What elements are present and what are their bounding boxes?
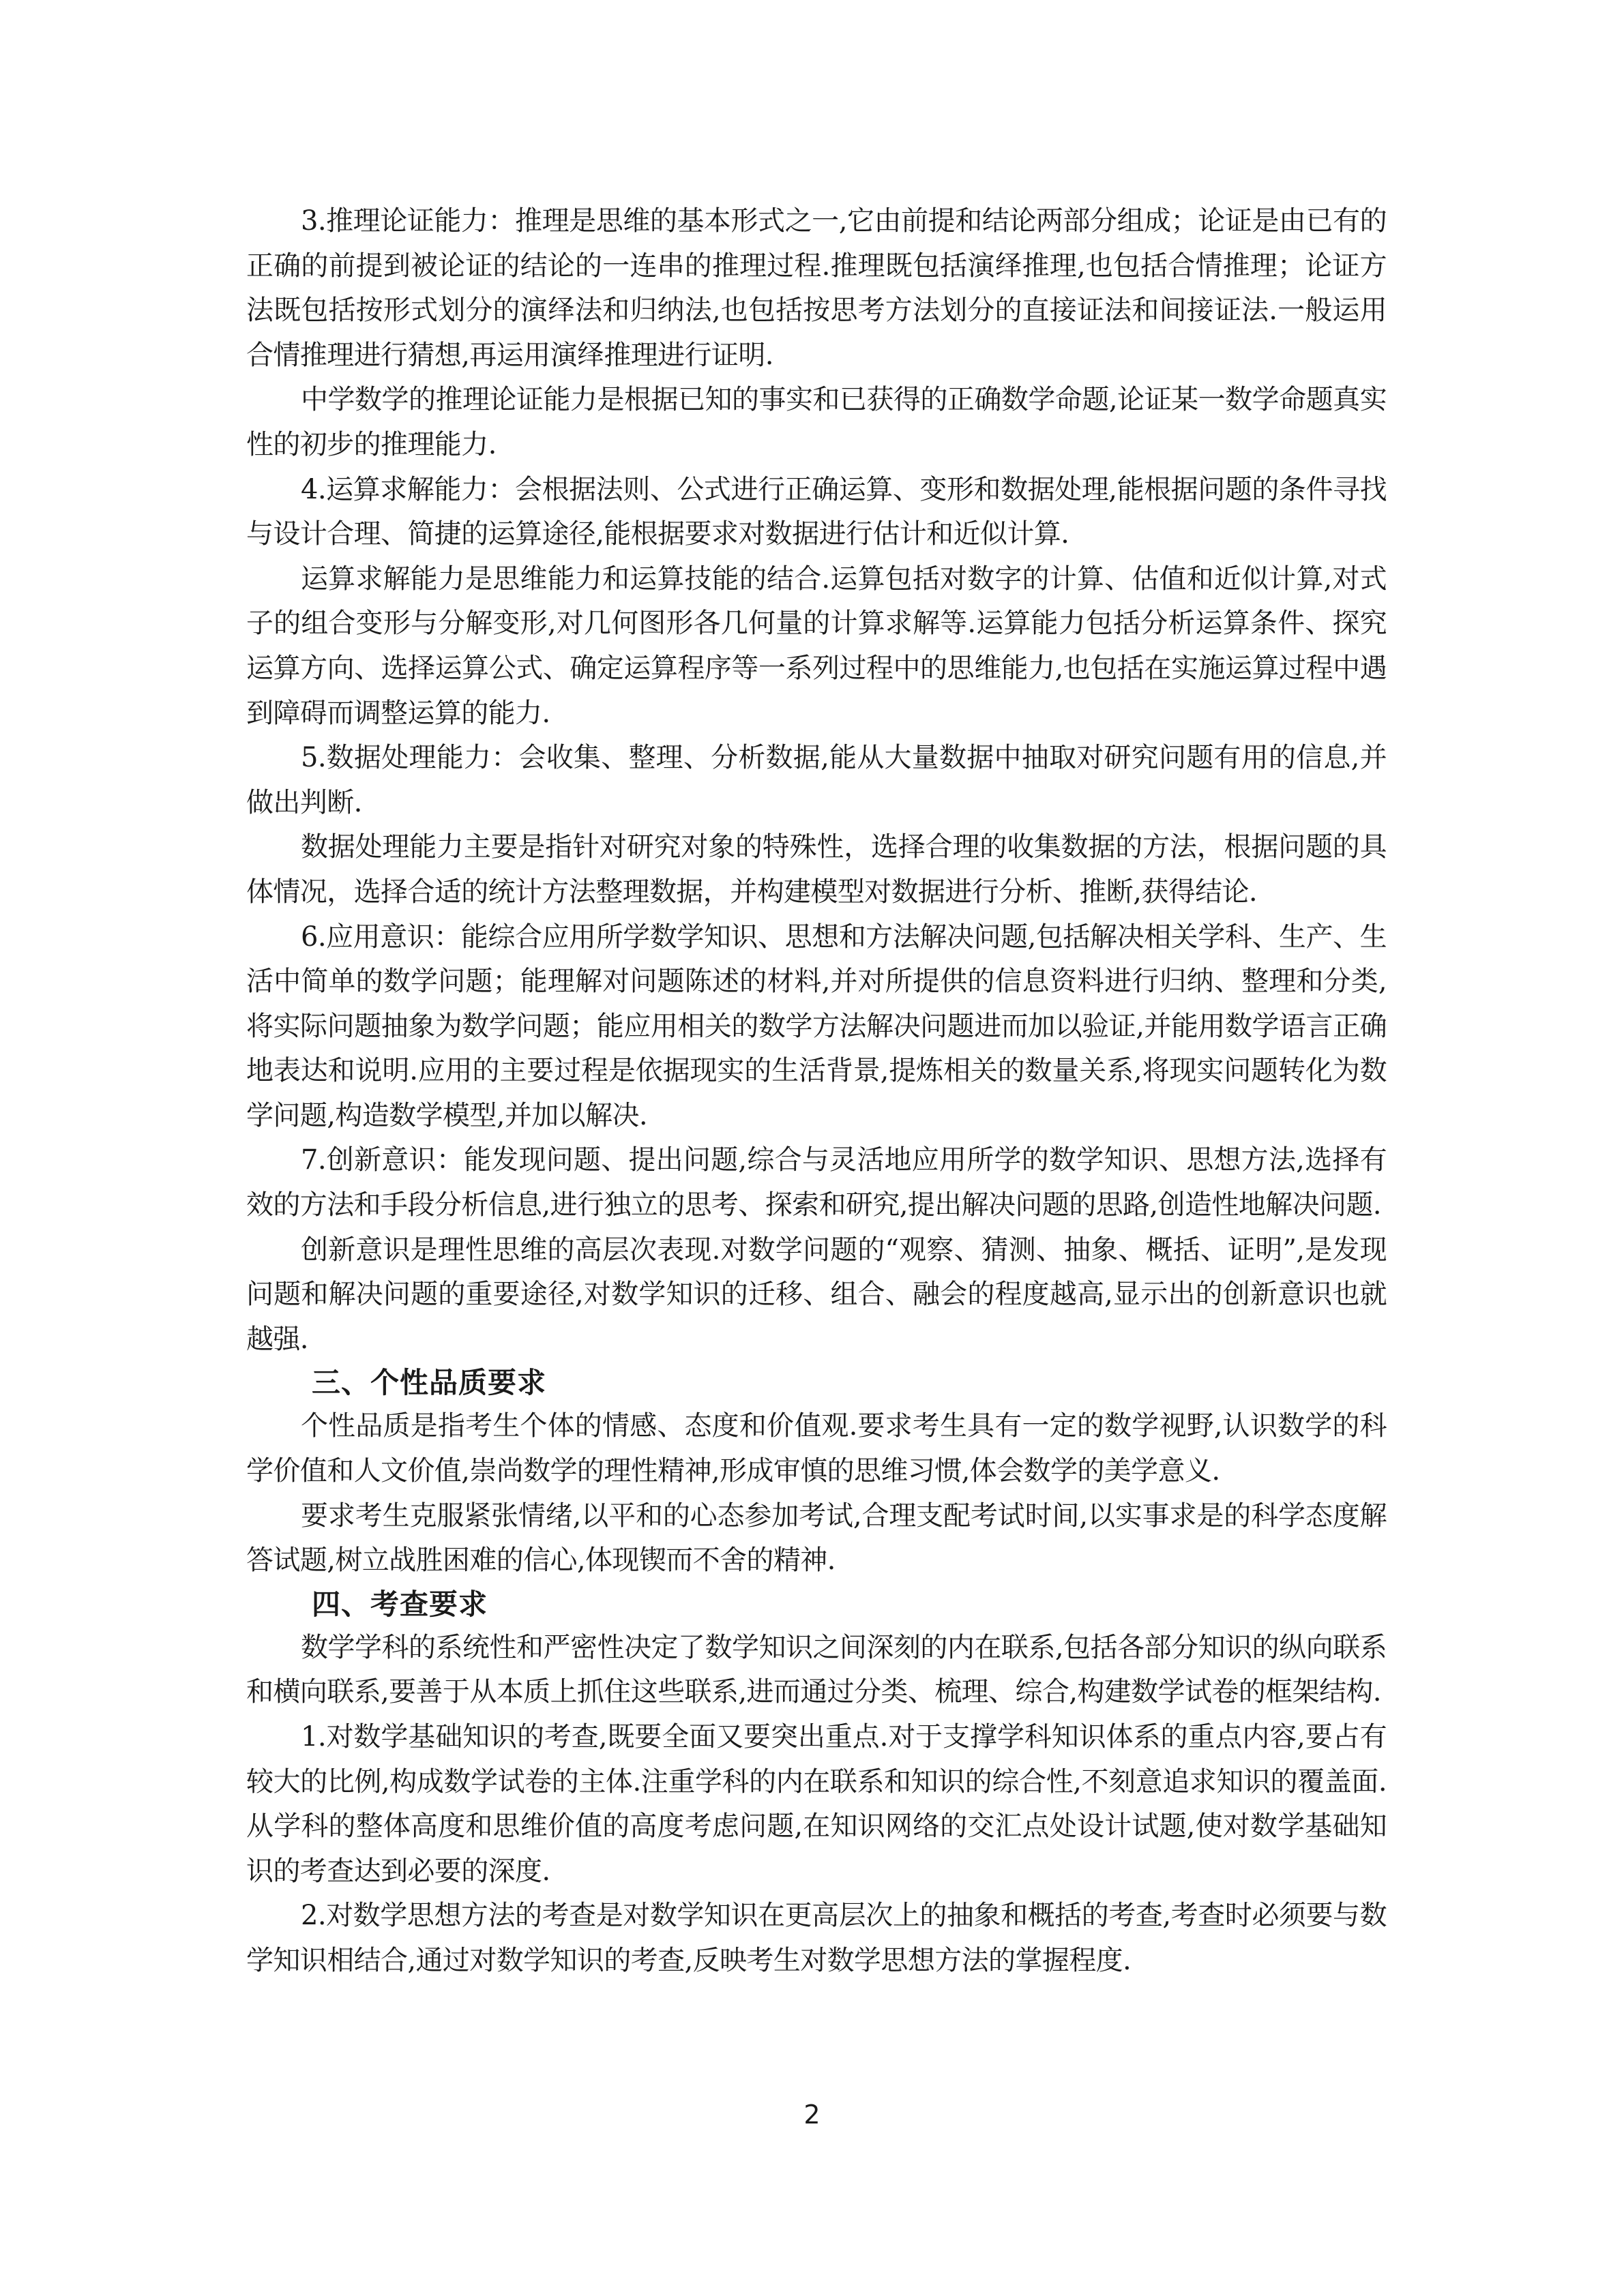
paragraph-computation-definition: 运算求解能力是思维能力和运算技能的结合.运算包括对数字的计算、估值和近似计算,对式子的组合变形与分解变形,对几何图形各几何量的计算求解等.运算能力包括分析运算条件、探究运算方向、选择运算公式、确定运算程序等一系列过程中的思维能力,也包括在实施运算过程中遇到障碍而调整运算的能力. xyxy=(246,563,1387,729)
section-heading-assessment: 四、考查要求 xyxy=(312,1587,488,1621)
paragraph-data-processing-definition: 数据处理能力主要是指针对研究对象的特殊性，选择合理的收集数据的方法，根据问题的具体情况，选择合适的统计方法整理数据，并构建模型对数据进行分析、推断,获得结论. xyxy=(246,831,1387,908)
page-number: 2 xyxy=(803,2100,821,2130)
paragraph-assessment-intro: 数学学科的系统性和严密性决定了数学知识之间深刻的内在联系,包括各部分知识的纵向联系和横向联系,要善于从本质上抓住这些联系,进而通过分类、梳理、综合,构建数学试卷的框架结构. xyxy=(246,1631,1387,1708)
paragraph-reasoning-ability: 3.推理论证能力：推理是思维的基本形式之一,它由前提和结论两部分组成；论证是由已有的正确的前提到被论证的结论的一连串的推理过程.推理既包括演绎推理,也包括合情推理；论证方法既包括按形式划分的演绎法和归纳法,也包括按思考方法划分的直接证法和间接证法.一般运用合情推理进行猜想,再运用演绎推理进行证明. xyxy=(246,205,1387,371)
paragraph-reasoning-definition: 中学数学的推理论证能力是根据已知的事实和已获得的正确数学命题,论证某一数学命题真实性的初步的推理能力. xyxy=(246,384,1387,460)
paragraph-data-processing-ability: 5.数据处理能力：会收集、整理、分析数据,能从大量数据中抽取对研究问题有用的信息,并做出判断. xyxy=(246,742,1387,818)
paragraph-basic-knowledge-assessment: 1.对数学基础知识的考查,既要全面又要突出重点.对于支撑学科知识体系的重点内容,要占有较大的比例,构成数学试卷的主体.注重学科的内在联系和知识的综合性,不刻意追求知识的覆盖面.从学科的整体高度和思维价值的高度考虑问题,在知识网络的交汇点处设计试题,使对数学基础知识的考查达到必要的深度. xyxy=(246,1721,1387,1887)
paragraph-personality-requirements: 要求考生克服紧张情绪,以平和的心态参加考试,合理支配考试时间,以实事求是的科学态度解答试题,树立战胜困难的信心,体现锲而不舍的精神. xyxy=(246,1500,1387,1577)
paragraph-application-awareness: 6.应用意识：能综合应用所学数学知识、思想和方法解决问题,包括解决相关学科、生产、生活中简单的数学问题；能理解对问题陈述的材料,并对所提供的信息资料进行归纳、整理和分类,将实际问题抽象为数学问题；能应用相关的数学方法解决问题进而加以验证,并能用数学语言正确地表达和说明.应用的主要过程是依据现实的生活背景,提炼相关的数量关系,将现实问题转化为数学问题,构造数学模型,并加以解决. xyxy=(246,921,1387,1131)
paragraph-personality-definition: 个性品质是指考生个体的情感、态度和价值观.要求考生具有一定的数学视野,认识数学的科学价值和人文价值,崇尚数学的理性精神,形成审慎的思维习惯,体会数学的美学意义. xyxy=(246,1410,1387,1487)
paragraph-innovation-awareness: 7.创新意识：能发现问题、提出问题,综合与灵活地应用所学的数学知识、思想方法,选择有效的方法和手段分析信息,进行独立的思考、探索和研究,提出解决问题的思路,创造性地解决问题. xyxy=(246,1144,1387,1221)
section-heading-personality: 三、个性品质要求 xyxy=(312,1366,547,1400)
paragraph-innovation-definition: 创新意识是理性思维的高层次表现.对数学问题的“观察、猜测、抽象、概括、证明”,是发现问题和解决问题的重要途径,对数学知识的迁移、组合、融会的程度越高,显示出的创新意识也就越强. xyxy=(246,1234,1387,1355)
document-body xyxy=(246,199,1387,1984)
paragraph-computation-ability: 4.运算求解能力：会根据法则、公式进行正确运算、变形和数据处理,能根据问题的条件寻找与设计合理、简捷的运算途径,能根据要求对数据进行估计和近似计算. xyxy=(246,473,1387,550)
paragraph-thinking-methods-assessment: 2.对数学思想方法的考查是对数学知识在更高层次上的抽象和概括的考查,考查时必须要与数学知识相结合,通过对数学知识的考查,反映考生对数学思想方法的掌握程度. xyxy=(246,1900,1387,1976)
